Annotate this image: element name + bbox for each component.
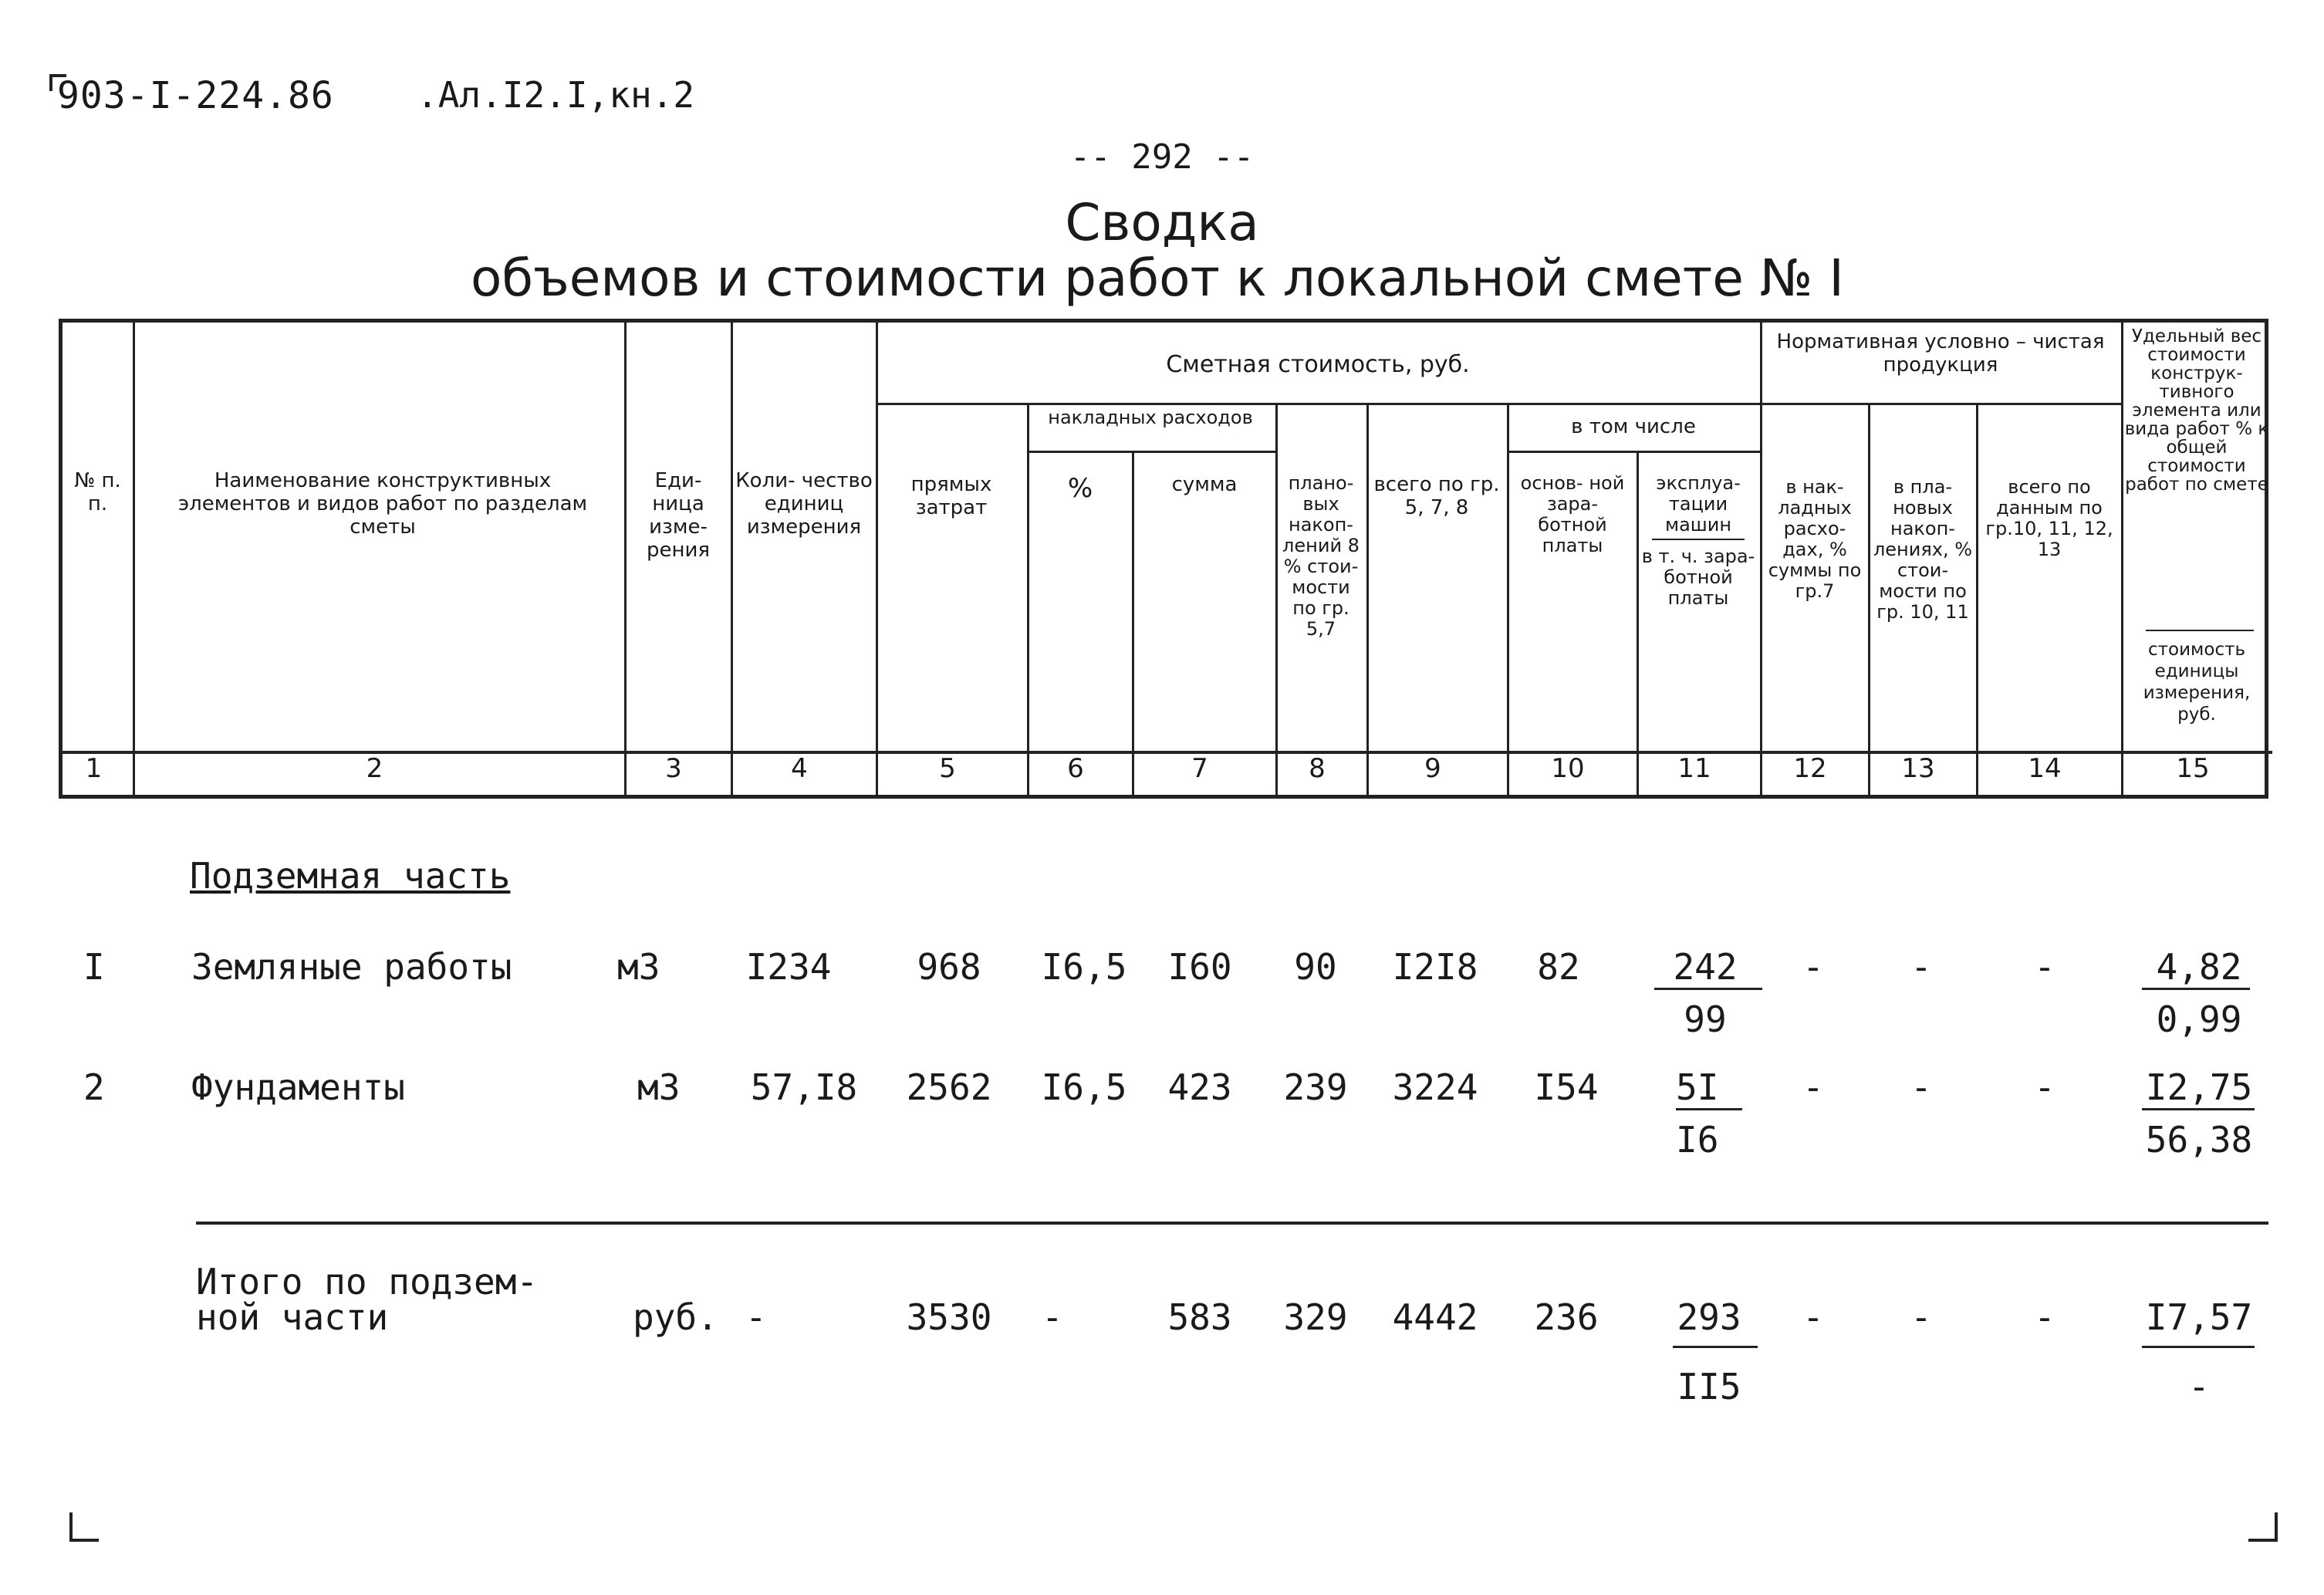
total-norm-total: - [2034, 1296, 2055, 1338]
row-norm-overhead: - [1802, 1066, 1824, 1108]
col-number-8: 8 [1309, 753, 1326, 784]
row-machines: 242 [1673, 946, 1738, 988]
row-qty: 57,I8 [750, 1066, 858, 1108]
total-direct: 3530 [906, 1296, 992, 1338]
total-qty: - [745, 1296, 767, 1338]
row-unit-cost: 56,38 [2145, 1119, 2253, 1161]
col-number-9: 9 [1424, 753, 1441, 784]
row-unit-cost: 0,99 [2156, 999, 2242, 1040]
header-group-overhead: накладных расходов [1048, 407, 1253, 428]
header-col-norm-total: всего по данным по гр.10, 11, 12, 13 [1985, 476, 2113, 560]
row-overhead-pct: I6,5 [1041, 946, 1127, 988]
page-title: Сводка [1065, 193, 1259, 252]
row-overhead-sum: I60 [1167, 946, 1232, 988]
header-col-machines-wage: в т. ч. зара- ботной платы [1641, 546, 1755, 609]
col-number-6: 6 [1067, 753, 1084, 784]
row-machines-wage: I6 [1676, 1119, 1719, 1161]
total-label-line1: Итого по подзем- [196, 1261, 539, 1303]
row-qty: I234 [745, 946, 832, 988]
page-subtitle: объемов и стоимости работ к локальной смете № I [471, 248, 1844, 308]
col-number-5: 5 [939, 753, 956, 784]
total-share: I7,57 [2145, 1296, 2253, 1338]
total-machines: 293 [1677, 1296, 1741, 1338]
total-overhead-pct: - [1042, 1296, 1063, 1338]
header-col-unit-cost: стоимость единицы измерения, руб. [2143, 640, 2251, 725]
row-norm-plan: - [1910, 1066, 1932, 1108]
header-group-norm: Нормативная условно – чистая продукция [1776, 330, 2105, 377]
header-col-overhead-sum: сумма [1171, 473, 1238, 496]
total-overhead-sum: 583 [1167, 1296, 1232, 1338]
row-direct: 2562 [906, 1066, 992, 1108]
row-share: 4,82 [2156, 946, 2242, 988]
col-number-15: 15 [2176, 753, 2210, 784]
header-col-qty: Коли- чество единиц измерения [735, 469, 873, 539]
header-col-machines: эксплуа- тации машин [1656, 472, 1741, 536]
header-col-overhead-pct: % [1067, 473, 1093, 504]
album-reference: .Ал.I2.I,кн.2 [417, 74, 695, 116]
header-col-plan-savings: плано- вых накоп- лений 8 % стои- мости по гр. 5,7 [1282, 472, 1360, 640]
col-number-13: 13 [1901, 753, 1935, 784]
row-norm-total: - [2034, 946, 2055, 988]
total-plan: 329 [1283, 1296, 1348, 1338]
header-col-norm-plan: в пла- новых накоп- лениях, % стои- мости по гр. 10, 11 [1873, 476, 1973, 623]
table-header [59, 319, 2268, 799]
total-wage: 236 [1534, 1296, 1599, 1338]
col-number-11: 11 [1677, 753, 1711, 784]
row-overhead-pct: I6,5 [1041, 1066, 1127, 1108]
header-group-incl: в том числе [1571, 415, 1696, 438]
page-number: -- 292 -- [1069, 137, 1255, 177]
total-norm-overhead: - [1802, 1296, 1824, 1338]
row-name: Фундаменты [191, 1066, 405, 1108]
col-number-4: 4 [791, 753, 808, 784]
document-code: 903-I-224.86 [57, 74, 334, 117]
row-norm-plan: - [1910, 946, 1932, 988]
row-norm-overhead: - [1802, 946, 1824, 988]
header-col-total: всего по гр. 5, 7, 8 [1373, 473, 1500, 519]
col-number-7: 7 [1191, 753, 1208, 784]
header-col-number: № п. п. [74, 469, 121, 515]
corner-mark [69, 1512, 99, 1542]
col-number-14: 14 [2028, 753, 2062, 784]
row-unit: м3 [637, 1066, 681, 1108]
col-number-10: 10 [1551, 753, 1585, 784]
header-col-unit: Еди- ница изме- рения [646, 469, 711, 562]
header-col-share: Удельный вес стоимости конструк- тивного элемента или вида работ % к общей стоимости работ по смете [2124, 326, 2269, 495]
total-norm-plan: - [1910, 1296, 1932, 1338]
total-label-line2: ной части [196, 1296, 389, 1338]
row-wage: 82 [1537, 946, 1580, 988]
row-number: 2 [83, 1066, 105, 1108]
col-number-2: 2 [366, 753, 383, 784]
col-number-3: 3 [665, 753, 682, 784]
row-wage: I54 [1534, 1066, 1599, 1108]
row-unit: м3 [617, 946, 660, 988]
header-group-cost: Сметная стоимость, руб. [1166, 351, 1470, 378]
row-plan: 90 [1294, 946, 1337, 988]
row-name: Земляные работы [191, 946, 512, 988]
col-number-1: 1 [85, 753, 103, 784]
row-plan: 239 [1283, 1066, 1348, 1108]
row-overhead-sum: 423 [1167, 1066, 1232, 1108]
row-number: I [83, 946, 105, 988]
row-norm-total: - [2034, 1066, 2055, 1108]
total-unit: руб. [633, 1296, 718, 1338]
row-direct: 968 [917, 946, 981, 988]
row-share: I2,75 [2145, 1066, 2253, 1108]
row-total: I2I8 [1392, 946, 1478, 988]
header-col-direct: прямых затрат [910, 473, 992, 519]
header-col-wage: основ- ной зара- ботной платы [1520, 472, 1625, 556]
corner-mark [2248, 1512, 2278, 1542]
row-total: 3224 [1392, 1066, 1478, 1108]
row-machines: 5I [1676, 1066, 1719, 1108]
header-col-norm-overhead: в нак- ладных расхо- дах, % суммы по гр.7 [1768, 476, 1862, 602]
total-machines-wage: II5 [1677, 1366, 1741, 1407]
col-number-12: 12 [1793, 753, 1827, 784]
divider [196, 1222, 2268, 1225]
header-col-name: Наименование конструктивных элементов и видов работ по разделам сметы [177, 469, 588, 539]
total-total: 4442 [1392, 1296, 1478, 1338]
row-machines-wage: 99 [1684, 999, 1727, 1040]
section-title: Подземная часть [190, 855, 511, 897]
total-unit-cost: - [2188, 1366, 2210, 1407]
